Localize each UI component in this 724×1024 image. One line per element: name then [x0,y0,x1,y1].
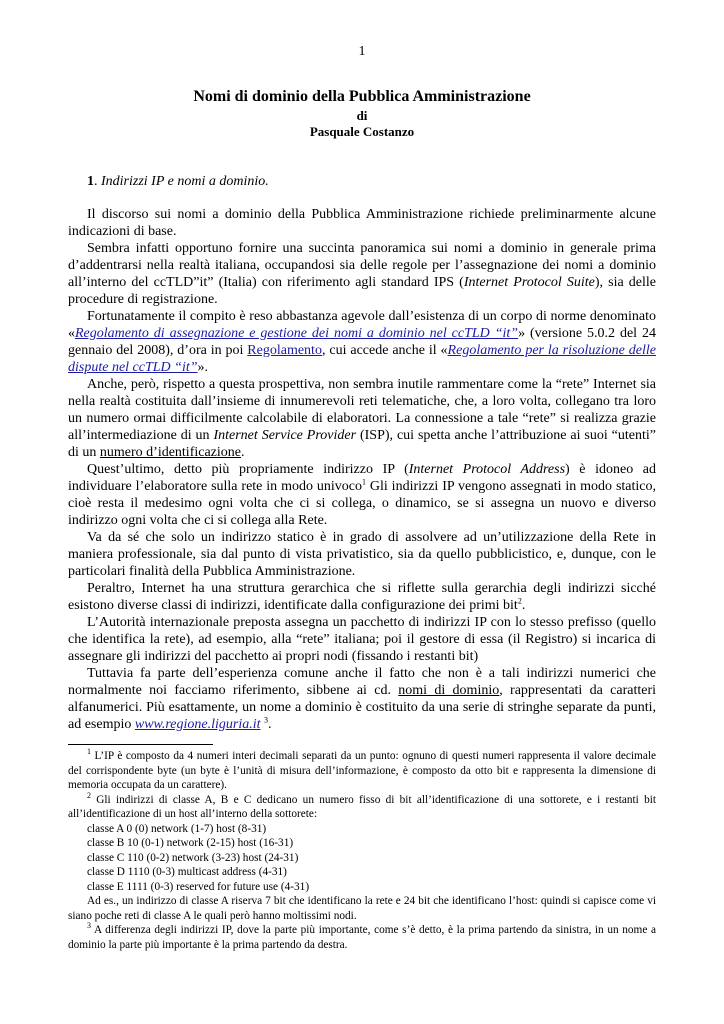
footnote-ref-2[interactable]: 2 [517,596,522,606]
section-heading: 1. Indirizzi IP e nomi a dominio. [87,174,269,189]
footnote-2-class-e: classe E 1111 (0-3) reserved for future use (4-31) [87,880,310,893]
footnote-2-class-c: classe C 110 (0-2) network (3-23) host (24-31) [87,851,299,864]
regolamento-dispute-link[interactable]: Regolamento per la risoluzione delle dispute nel ccTLD “it” [68,343,656,375]
footnote-3: $^3$ A differenza degli indirizzi IP, dove la parte più importante, come s’è detto, è la prima partendo da sinistra, in un nome a dominio la parte più importante è la prima partendo da destra. [68,921,656,951]
page-number: 1 [358,44,366,59]
author-name: Pasquale Costanzo [309,124,415,139]
footnote-2-tail: Ad es., un indirizzo di classe A riserva 7 bit che identificano la rete e 24 bit che identificano l’host: quindi si capisce come vi siano poche reti di classe A le quali però hanno moltissimi nodi. [68,895,656,922]
regolamento-assegnazione-link[interactable]: Regolamento di assegnazione e gestione dei nomi a dominio nel ccTLD “it” [75,326,519,341]
footnote-2-class-d: classe D 1110 (0-3) multicast address (4-31) [87,866,287,878]
ip-address-term: Internet Protocol Address [408,462,566,477]
regolamento-link[interactable]: Regolamento [247,343,322,358]
body-text [68,206,656,733]
ips-term: Internet Protocol Suite [463,275,595,290]
document-title: Nomi di dominio della Pubblica Amministrazione [193,88,531,105]
footnote-2-class-a: classe A 0 (0) network (1-7) host (8-31) [87,822,267,835]
footnote-2-class-b: classe B 10 (0-1) network (2-15) host (16-31) [87,837,294,849]
footnote-ref-1[interactable]: 1 [361,477,366,487]
paragraph-8: L’Autorità internazionale preposta assegna un pacchetto di indirizzi IP con lo stesso prefisso (quello che identifica la rete), ad esempio, alla “rete” italiana; poi il gestore di essa (il Registro) si incarica di assegnare gli indirizzi del pacchetto ai propri nodi (fissando i restanti bit) [68,615,656,664]
footnote-1: $^1$ L’IP è composto da 4 numeri interi decimali separati da un punto: ognuno di questi numeri rappresenta il valore decimale del corrispondente byte (un byte è l’unità di misura dell’informazione, è composto da otto bit e rappresenta la dimensione di memoria occupata da un carattere). [68,747,656,791]
footnote-ref-3[interactable]: 3 [264,715,268,725]
regione-liguria-link[interactable]: www.regione.liguria.it [134,717,261,732]
numero-identificazione-term: numero d’identificazione [99,445,241,460]
footnote-2: $^2$ Gli indirizzi di classe A, B e C dedicano un numero fisso di bit all’identificazione di una sottorete, e i restanti bit all’identificazione di un host all’interno della sottorete: [68,790,656,820]
paragraph-5: Quest’ultimo, detto più propriamente indirizzo IP (Internet Protocol Address) è idoneo ad individuare l’elaboratore sulla rete in modo univoco$^1$ Gli indirizzi IP vengono assegnati in modo statico, cioè resta il medesimo ogni volta che ci si collega, o dinamico, se si assegna un nuovo e diverso indirizzo ogni volta che ci si collega alla Rete. [68,462,657,528]
paragraph-3: Fortunatamente il compito è reso abbastanza agevole dall’esistenza di un corpo di norme denominato «Regolamento di assegnazione e gestione dei nomi a dominio nel ccTLD “it”» (versione 5.0.2 del 24 gennaio del 2008), d’ora in poi Regolamento, cui accede anche il «Regolamento per la risoluzione delle dispute nel ccTLD “it”». [68,309,656,375]
nomi-di-dominio-term: nomi di dominio [398,683,500,698]
paragraph-6: Va da sé che solo un indirizzo statico è in grado di assolvere ad un’utilizzazione della Rete in maniera professionale, sia dal punto di vista privatistico, sia da quello pubblicistico, e, dunque, con le particolari finalità della Pubblica Amministrazione. [68,530,656,579]
footnote-separator [68,744,213,745]
paragraph-2: Sembra infatti opportuno fornire una succinta panoramica sui nomi a dominio in generale prima d’addentrarsi nella realtà italiana, occupandosi sia delle regole per l’assegnazione dei nomi a dominio all’interno del ccTLD”it” (Italia) con riferimento agli standard IPS (Internet Protocol Suite), sia delle procedure di registrazione. [68,241,656,307]
paragraph-1: Il discorso sui nomi a dominio della Pubblica Amministrazione richiede preliminarmente alcune indicazioni di base. [68,207,656,239]
paragraph-4: Anche, però, rispetto a questa prospettiva, non sembra inutile rammentare come la “rete” Internet sia nella realtà costituita dall’insieme di innumerevoli reti telematiche, che, a loro volta, collegano tra loro un numero ormai difficilmente calcolabile di elaboratori. La connessione a tale “rete” si realizza grazie all’intermediazione di un Internet Service Provider (ISP), cui spetta anche l’attribuzione ai suoi “utenti” di un numero d’identificazione. [68,377,656,460]
paragraph-7: Peraltro, Internet ha una struttura gerarchica che si riflette sulla gerarchia degli indirizzi sicché esistono diverse classi di indirizzi, identificate dalla configurazione dei primi bit$^2$. [68,581,656,613]
footnotes [68,749,656,952]
section-number: 1 [87,174,94,189]
paragraph-9: Tuttavia fa parte dell’esperienza comune anche il fatto che non è a tali indirizzi numerici che normalmente noi facciamo riferimento, sibbene ai cd. nomi di dominio, rappresentati da caratteri alfanumerici. Più esattamente, un nome a dominio è costituito da una serie di stringhe separate da punti, ad esempio www.regione.liguria.it $^3$. [68,666,657,732]
section-title: Indirizzi IP e nomi a dominio. [101,174,269,189]
isp-term: Internet Service Provider [213,428,357,443]
author-preposition: di [356,108,368,123]
